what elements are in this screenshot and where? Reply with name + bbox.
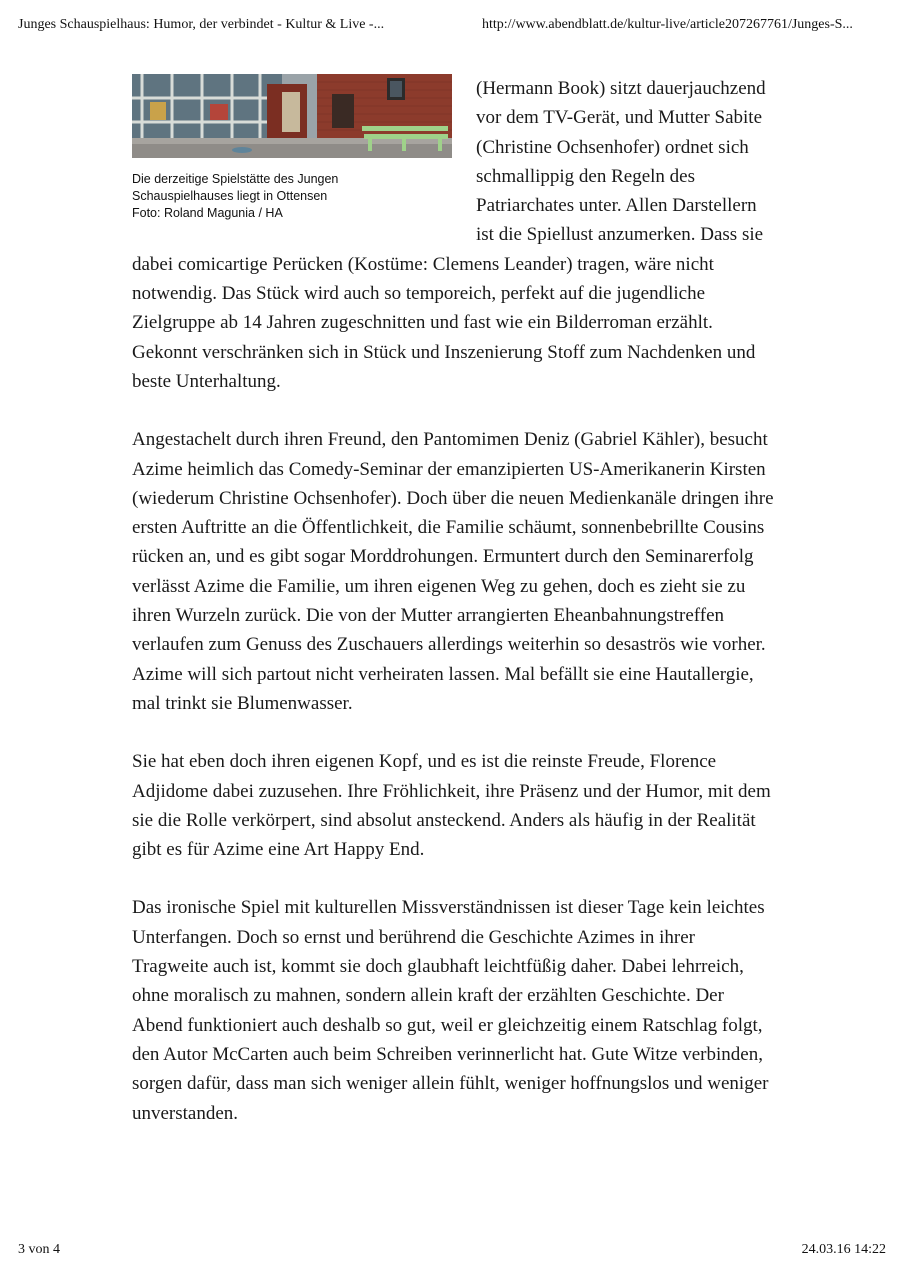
- article-paragraph: Sie hat eben doch ihren eigenen Kopf, und es ist die reinste Freude, Florence Adjidome dabei zuzusehen. Ihre Fröhlichkeit, ihre Präsenz und der Humor, mit dem sie die Rolle verkörpert, sind absolut ansteckend. Anders als häufig in der Realität gibt es für Azime eine Art Happy End.: [132, 751, 771, 861]
- caption-line: Schauspielhauses liegt in Ottensen: [132, 189, 328, 203]
- photo-caption: [132, 171, 452, 226]
- article-paragraph: (Hermann Book) sitzt dauerjauchzend vor dem TV-Gerät, und Mutter Sabite (Christine Ochsenhofer) ordnet sich schmallippig den Regeln des Patriarchates unter. Allen Darstellern ist die Spiellust anzumerken. Dass sie dabei comicartige Perücken (Kostüme: Clemens Leander) tragen, wäre nicht notwendig. Das Stück wird auch so temporeich, perfekt auf die jugendliche Zielgruppe ab 14 Jahren zugeschnitten und fast wie ein Bilderroman erzählt. Gekonnt verschränken sich in Stück und Inszenierung Stoff zum Nachdenken und beste Unterhaltung.: [132, 78, 766, 392]
- caption-line: Die derzeitige Spielstätte des Jungen: [132, 172, 339, 186]
- page-number: 3 von 4: [18, 1242, 60, 1257]
- article-body: [132, 74, 774, 1157]
- page-header-url: http://www.abendblatt.de/kultur-live/article207267761/Junges-S...: [482, 17, 853, 32]
- print-timestamp: 24.03.16 14:22: [801, 1242, 886, 1257]
- page-header-title: Junges Schauspielhaus: Humor, der verbindet - Kultur & Live -...: [18, 17, 385, 32]
- venue-photo: [132, 74, 452, 158]
- caption-line: Foto: Roland Magunia / HA: [132, 206, 283, 220]
- article-figure: [132, 74, 452, 226]
- article-paragraph: Angestachelt durch ihren Freund, den Pantomimen Deniz (Gabriel Kähler), besucht Azime heimlich das Comedy-Seminar der emanzipierten US-Amerikanerin Kirsten (wiederum Christine Ochsenhofer). Doch über die neuen Medienkanäle dringen ihre ersten Auftritte an die Öffentlichkeit, die Familie schäumt, sonnenbebrillte Cousins rücken an, und es gibt sogar Morddrohungen. Ermuntert durch den Seminarerfolg verlässt Azime die Familie, um ihren eigenen Weg zu gehen, doch es zieht sie zu ihren Wurzeln zurück. Die von der Mutter arrangierten Eheanbahnungstreffen verlaufen zum Genuss des Zuschauers allerdings weiterhin so desaströs wie vorher. Azime will sich partout nicht verheiraten lassen. Mal befällt sie eine Hautallergie, mal trinkt sie Blumenwasser.: [132, 429, 774, 714]
- article-paragraph: Das ironische Spiel mit kulturellen Missverständnissen ist dieser Tage kein leichtes Unterfangen. Doch so ernst und berührend die Geschichte Azimes in ihrer Tragweite auch ist, kommt sie doch glaubhaft leichtfüßig daher. Dabei lehrreich, ohne moralisch zu mahnen, sondern allein kraft der erzählten Geschichte. Der Abend funktioniert auch deshalb so gut, weil er gleichzeitig einem Ratschlag folgt, den Autor McCarten auch beim Schreiben verinnerlicht hat. Gute Witze verbinden, sorgen dafür, dass man sich weniger allein fühlt, weniger hoffnungslos und weniger unverstanden.: [132, 897, 769, 1124]
